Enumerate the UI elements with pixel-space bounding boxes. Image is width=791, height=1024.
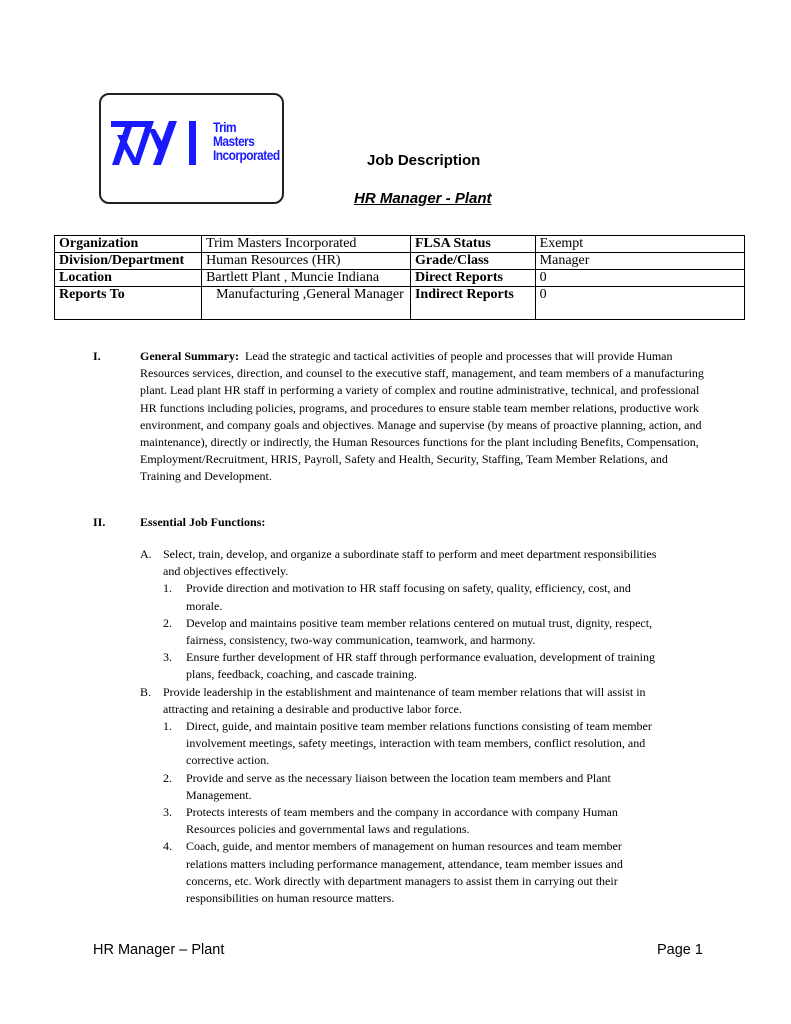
section-number: II. [93, 515, 106, 529]
document-title: Job Description [367, 152, 481, 169]
field-label: Grade/Class [410, 253, 535, 270]
list-item-text: fairness, consistency, two-way communication, teamwork, and harmony. [186, 632, 536, 647]
list-item-text: relations matters including performance management, attendance, team member issues and [186, 856, 623, 871]
field-value: Manager [535, 253, 744, 270]
list-item-text: Coach, guide, and mentor members of management on human resources and team member [186, 839, 622, 854]
list-item-text: morale. [186, 598, 223, 613]
footer-title: HR Manager – Plant [93, 942, 225, 958]
page-number: Page 1 [657, 942, 703, 958]
section-heading: General Summary: [140, 349, 239, 363]
field-label: Indirect Reports [410, 287, 535, 320]
field-label: Direct Reports [410, 270, 535, 287]
field-value: 0 [535, 270, 744, 287]
job-info-table [54, 235, 745, 320]
list-item-text: Provide leadership in the establishment and maintenance of team member relations that will assist in [163, 684, 646, 699]
list-item-text: Select, train, develop, and organize a subordinate staff to perform and meet department responsibilities [163, 547, 657, 561]
summary-body: Lead the strategic and tactical activities of people and processes that will provide Human Resources services, direction, and counsel to the executive staff, management, and team members of a manufacturing plant. Lead plant HR staff in performing a variety of complex and routine administrative, technical, and professional HR functions including policies, programs, and procedures to ensure stable team member relations, productive work environment, and company goals and objectives. Manage and supervise (by means of proactive planning, action, and maintenance), directly or indirectly, the Human Resources functions for the plant including Benefits, Compensation, Employment/Recruitment, HRIS, Payroll, Safety and Health, Security, Staffing, Team Member Relations, and Training and Development. [140, 349, 704, 484]
list-item-text: Provide direction and motivation to HR staff focusing on safety, quality, efficiency, cost, and [186, 581, 631, 596]
list-marker: 1. [163, 719, 172, 733]
table-row [55, 287, 745, 320]
field-value: Human Resources (HR) [202, 253, 411, 270]
list-marker: 2. [163, 615, 172, 630]
logo-word: Trim [213, 119, 237, 135]
list-marker: 3. [163, 805, 172, 819]
logo-word: Incorporated [213, 147, 280, 163]
tmi-logo-mark-icon [109, 117, 209, 169]
logo-word: Masters [213, 133, 255, 149]
field-label: Location [55, 270, 202, 287]
list-marker: B. [140, 684, 152, 699]
logo-wordmark [213, 120, 280, 162]
list-item-text: Resources policies and governmental laws and regulations. [186, 822, 470, 837]
field-value: Bartlett Plant , Muncie Indiana [202, 270, 411, 287]
list-marker: 1. [163, 581, 172, 596]
list-item-text: Management. [186, 787, 252, 802]
list-item-text: Develop and maintains positive team member relations centered on mutual trust, dignity, respect, [186, 615, 653, 630]
table-row [55, 236, 745, 253]
list-marker: 4. [163, 839, 172, 854]
table-row [55, 270, 745, 287]
list-marker: 2. [163, 770, 172, 785]
table-row [55, 253, 745, 270]
list-item-text: responsibilities on human resource matters. [186, 890, 395, 905]
section-heading: Essential Job Functions: [140, 515, 266, 529]
field-label: Organization [55, 236, 202, 253]
general-summary-text [140, 348, 705, 486]
list-item-text: concerns, etc. Work directly with department managers to assist them in carrying out their [186, 873, 618, 888]
list-item-text: Protects interests of team members and the company in accordance with company Human [186, 805, 618, 819]
job-title: HR Manager - Plant [354, 190, 492, 207]
list-item-text: and objectives effectively. [163, 564, 289, 579]
list-item-text: attracting and retaining a desirable and productive labor force. [163, 701, 462, 716]
list-marker: A. [140, 547, 152, 561]
field-value: 0 [535, 287, 744, 320]
list-item-text: involvement meetings, safety meetings, interaction with team members, conflict resolution, and [186, 736, 646, 751]
list-item-text: corrective action. [186, 753, 270, 768]
field-value: Trim Masters Incorporated [202, 236, 411, 253]
company-logo [99, 93, 284, 204]
list-item-text: Ensure further development of HR staff through performance evaluation, development of training [186, 650, 655, 665]
field-label: FLSA Status [410, 236, 535, 253]
list-marker: 3. [163, 650, 172, 665]
section-number: I. [93, 349, 101, 363]
field-value: Exempt [535, 236, 744, 253]
list-item-text: Provide and serve as the necessary liaison between the location team members and Plant [186, 770, 611, 785]
list-item-text: Direct, guide, and maintain positive team member relations functions consisting of team member [186, 719, 652, 733]
field-label: Division/Department [55, 253, 202, 270]
list-item-text: plans, feedback, coaching, and cascade training. [186, 667, 417, 682]
field-value: Manufacturing ,General Manager [202, 287, 411, 320]
field-label: Reports To [55, 287, 202, 320]
